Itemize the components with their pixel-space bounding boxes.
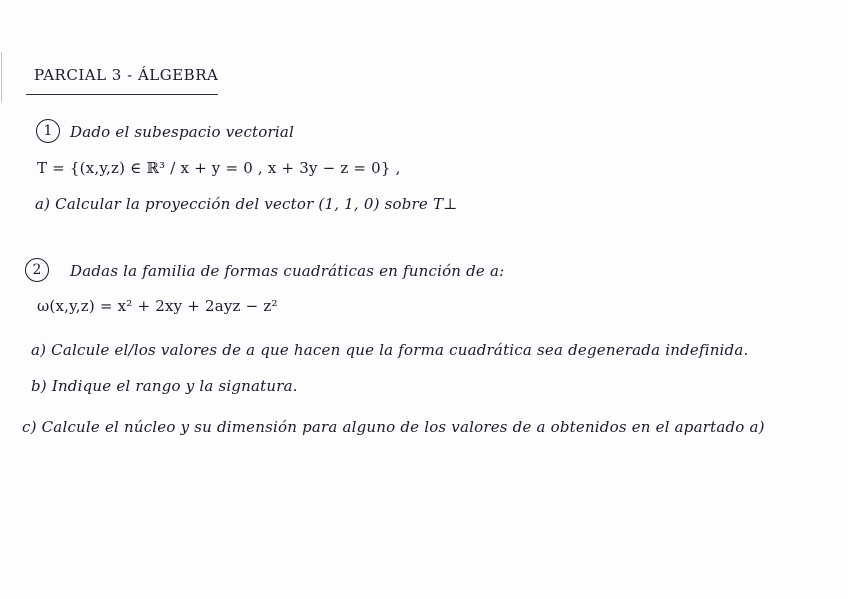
page-title: PARCIAL 3 - ÁLGEBRA <box>34 66 219 84</box>
question-2-number: 2 <box>25 258 49 282</box>
question-1-heading: Dado el subespacio vectorial <box>70 123 295 141</box>
question-1-number: 1 <box>36 119 60 143</box>
question-1-set-definition: T = {(x,y,z) ∈ ℝ³ / x + y = 0 , x + 3y − z = 0} , <box>37 159 401 177</box>
question-2-heading: Dadas la familia de formas cuadráticas en función de a: <box>70 262 505 280</box>
question-1-part-a: a) Calcular la proyección del vector (1, 1, 0) sobre T⊥ <box>35 195 458 213</box>
question-2-part-b: b) Indique el rango y la signatura. <box>31 377 298 395</box>
question-2-part-a: a) Calcule el/los valores de a que hacen que la forma cuadrática sea degenerada indefinida. <box>31 341 749 359</box>
question-2-formula: ω(x,y,z) = x² + 2xy + 2ayz − z² <box>37 297 278 315</box>
page-edge-line <box>1 52 2 102</box>
question-2-part-c: c) Calcule el núcleo y su dimensión para alguno de los valores de a obtenidos en el apartado a) <box>22 418 765 436</box>
title-underline <box>26 94 218 95</box>
